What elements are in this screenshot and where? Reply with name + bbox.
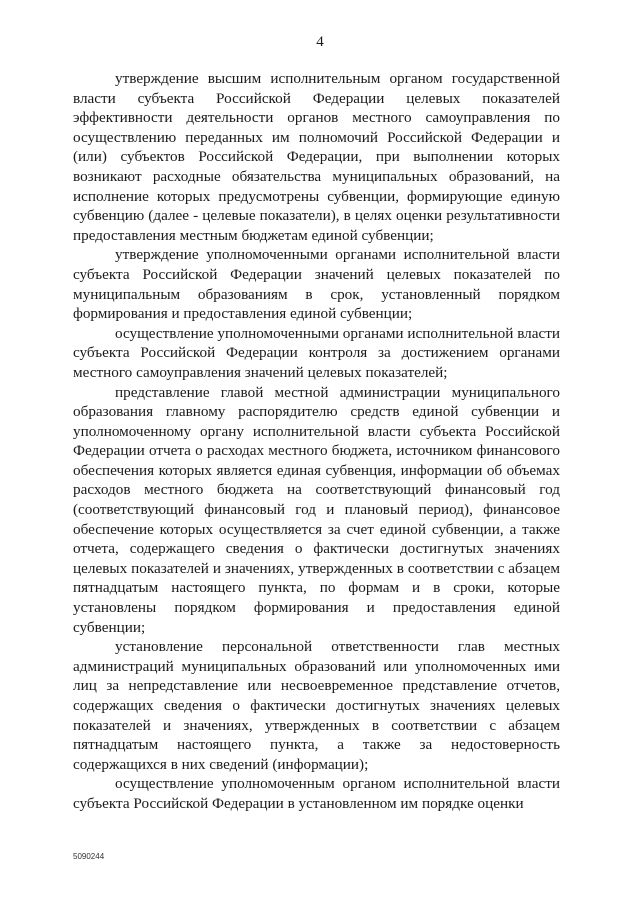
paragraph-control: осуществление уполномоченными органами исполнительной власти субъекта Российской Федерации контроля за достижением органами местного самоуправления значений целевых показателей; [73, 324, 560, 381]
document-code: 5090244 [73, 852, 105, 861]
paragraph-assessment: осуществление уполномоченным органом исполнительной власти субъекта Российской Федерации в установленном им порядке оценки [73, 775, 560, 812]
paragraph-responsibility: установление персональной ответственности глав местных администраций муниципальных образований или уполномоченных ими лиц за непредставление или несвоевременное представление отчетов, содержащих сведения о фактически достигнутых значениях целевых показателей и значениях, утвержденных в соответствии с абзацем пятнадцатым настоящего пункта, а также за недостоверность содержащихся в них сведений (информации); [73, 638, 560, 773]
paragraph-targets-approval: утверждение высшим исполнительным органом государственной власти субъекта Российской Федерации целевых показателей эффективности деятельности органов местного самоуправления по осуществлению переданных им полномочий Российской Федерации и (или) субъектов Российской Федерации, при выполнении которых возникают расходные обязательства муниципальных образований, на исполнение которых предусмотрены субвенции, формирующие единую субвенцию (далее - целевые показатели), в целях оценки результативности предоставления местным бюджетам единой субвенции; [73, 70, 560, 244]
paragraph-reporting: представление главой местной администрации муниципального образования главному распорядителю средств единой субвенции и уполномоченному органу исполнительной власти субъекта Российской Федерации отчета о расходах местного бюджета, источником финансового обеспечения которых является единая субвенция, информации об объемах расходов местного бюджета на соответствующий финансовый год (соответствующий финансовый год и плановый период), финансовое обеспечение которых осуществляется за счет единой субвенции, а также отчета, содержащего сведения о фактически достигнутых значениях целевых показателей и значениях, утвержденных в соответствии с абзацем пятнадцатым настоящего пункта, по формам и в сроки, которые установлены порядком формирования и предоставления единой субвенции; [73, 383, 560, 636]
paragraph-values-approval: утверждение уполномоченными органами исполнительной власти субъекта Российской Федерации значений целевых показателей по муниципальным образованиям в срок, установленный порядком формирования и предоставления единой субвенции; [73, 246, 560, 323]
document-body [73, 69, 560, 814]
page-number: 4 [316, 34, 324, 50]
